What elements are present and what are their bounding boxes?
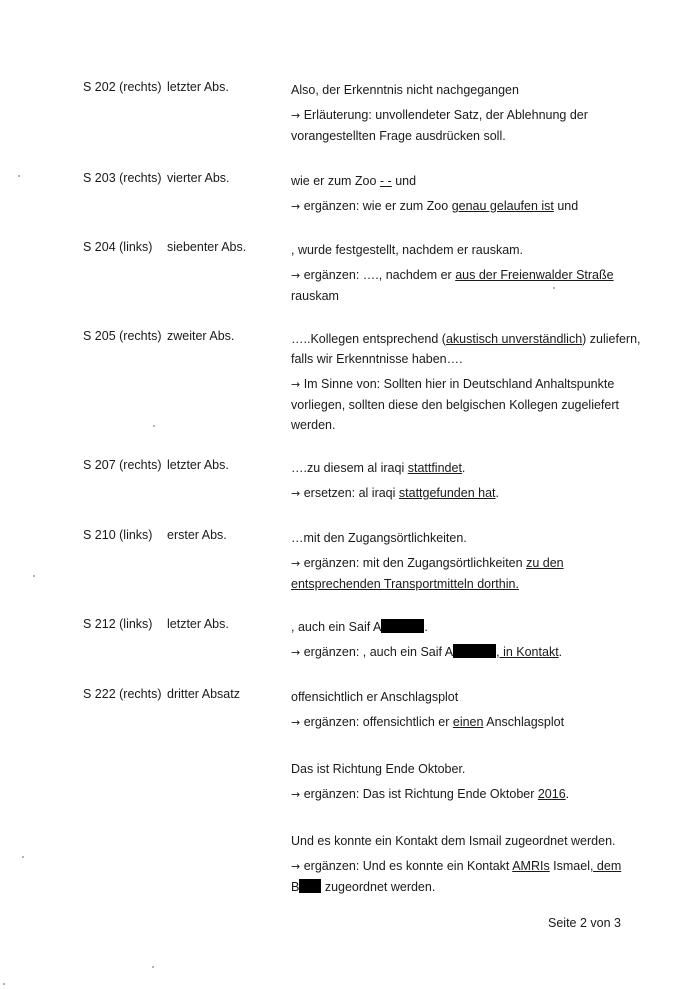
correction-text-end: . (495, 486, 499, 500)
correction-text: ergänzen: , auch ein Saif A (303, 645, 454, 659)
correction (291, 483, 621, 504)
correction-underlined: 2016 (537, 787, 566, 801)
correction (291, 196, 621, 217)
entry-content (291, 528, 621, 594)
original-quote (291, 617, 621, 637)
entry-content (291, 687, 621, 897)
correction-underlined: zu den (526, 556, 564, 570)
entry-content (291, 458, 621, 504)
correction-text: ergänzen: Und es konnte ein Kontakt (303, 859, 513, 873)
scan-speck (152, 966, 154, 968)
original-quote: , wurde festgestellt, nachdem er rauskam. (291, 243, 524, 257)
arrow-right-icon: → (291, 109, 301, 122)
correction-underlined: , dem (589, 859, 622, 873)
correction-text-end: zugeordnet werden. (321, 880, 436, 894)
correction-continued: rauskam (291, 289, 339, 303)
correction (291, 553, 621, 574)
correction-continued: vorliegen, sollten diese den belgischen Kollegen zugeliefert (291, 398, 619, 412)
quote-underlined: stattfindet (407, 461, 462, 475)
arrow-right-icon: → (291, 788, 301, 801)
original-quote: …mit den Zugangsörtlichkeiten. (291, 531, 467, 545)
arrow-right-icon: → (291, 378, 301, 391)
correction-underlined: aus der Freienwalder Straße (455, 268, 614, 282)
quote-underlined: akustisch unverständlich (445, 332, 583, 346)
redaction-bar (381, 619, 424, 633)
scan-speck (33, 575, 35, 577)
correction-continued: werden. (291, 418, 336, 432)
page-reference: S 204 (links) (83, 240, 153, 254)
correction (291, 642, 621, 663)
original-quote-2: Das ist Richtung Ende Oktober. (291, 762, 466, 776)
paragraph-location: erster Abs. (167, 528, 227, 542)
correction-continued (291, 574, 621, 594)
page-reference: S 222 (rechts) (83, 687, 162, 701)
entry-content (291, 617, 621, 663)
quote-text: …..Kollegen entsprechend ( (291, 332, 446, 346)
arrow-right-icon: → (291, 269, 301, 282)
correction-text: Ismael (549, 859, 590, 873)
arrow-right-icon: → (291, 716, 301, 729)
paragraph-location: vierter Abs. (167, 171, 230, 185)
paragraph-location: letzter Abs. (167, 80, 229, 94)
paragraph-location: letzter Abs. (167, 458, 229, 472)
correction-underlined-continued: entsprechenden Transportmitteln dorthin. (291, 577, 519, 591)
correction (291, 374, 621, 395)
entry-content (291, 240, 621, 306)
correction-text: ergänzen: offensichtlich er (303, 715, 453, 729)
quote-text: wie er zum Zoo (291, 174, 380, 188)
quote-text: , auch ein Saif A (291, 620, 382, 634)
scan-speck (553, 287, 555, 289)
scan-speck (3, 983, 5, 985)
quote-text-end: ) zuliefern, (582, 332, 641, 346)
correction-underlined: AMRIs (512, 859, 550, 873)
correction-3 (291, 856, 621, 877)
correction (291, 105, 621, 126)
original-quote: offensichtlich er Anschlagsplot (291, 690, 459, 704)
quote-text-end: und (391, 174, 417, 188)
scan-speck (22, 856, 24, 858)
correction-text-end: . (565, 787, 570, 801)
arrow-right-icon: → (291, 860, 301, 873)
entry-content (291, 171, 621, 217)
redaction-bar (299, 879, 321, 893)
page-reference: S 210 (links) (83, 528, 153, 542)
page-reference: S 212 (links) (83, 617, 153, 631)
correction-underlined: genau gelaufen ist (451, 199, 554, 213)
scan-speck (18, 175, 20, 177)
arrow-right-icon: → (291, 646, 301, 659)
arrow-right-icon: → (291, 487, 301, 500)
quote-text-end: . (424, 620, 428, 634)
correction-underlined: einen (452, 715, 484, 729)
original-quote-continued: falls wir Erkenntnisse haben…. (291, 352, 463, 366)
page-reference: S 202 (rechts) (83, 80, 162, 94)
correction-underlined: stattgefunden hat (398, 486, 496, 500)
correction-text-end: und (553, 199, 579, 213)
correction (291, 712, 621, 733)
paragraph-location: zweiter Abs. (167, 329, 235, 343)
correction-text: ergänzen: Das ist Richtung Ende Oktober (303, 787, 538, 801)
original-quote (291, 329, 641, 349)
page-reference: S 207 (rechts) (83, 458, 162, 472)
original-quote (291, 458, 621, 478)
quote-underlined: - - (379, 174, 392, 188)
original-quote-3: Und es konnte ein Kontakt dem Ismail zugeordnet werden. (291, 834, 616, 848)
correction-text-end: Anschlagsplot (483, 715, 565, 729)
correction (291, 265, 621, 286)
paragraph-location: letzter Abs. (167, 617, 229, 631)
correction-underlined: , in Kontakt (496, 645, 559, 659)
scan-speck (153, 425, 155, 427)
correction-3-continued (291, 877, 621, 897)
original-quote (291, 171, 621, 191)
paragraph-location: dritter Absatz (167, 687, 240, 701)
entry-content (291, 329, 641, 435)
correction-continued: vorangestellten Frage ausdrücken soll. (291, 129, 506, 143)
page-reference: S 203 (rechts) (83, 171, 162, 185)
arrow-right-icon: → (291, 557, 301, 570)
redaction-bar (453, 644, 496, 658)
correction-text-end: . (558, 645, 563, 659)
correction-text: Erläuterung: unvollendeter Satz, der Ablehnung der (303, 108, 588, 122)
paragraph-location: siebenter Abs. (167, 240, 247, 254)
correction-text: B (291, 880, 300, 894)
correction-text: ergänzen: …., nachdem er (303, 268, 456, 282)
entry-content (291, 80, 621, 146)
original-quote: Also, der Erkenntnis nicht nachgegangen (291, 83, 519, 97)
correction-text: Im Sinne von: Sollten hier in Deutschland Anhaltspunkte (303, 377, 615, 391)
page-reference: S 205 (rechts) (83, 329, 162, 343)
quote-text-end: . (461, 461, 466, 475)
arrow-right-icon: → (291, 200, 301, 213)
correction-text: ergänzen: mit den Zugangsörtlichkeiten (303, 556, 527, 570)
page-number: Seite 2 von 3 (548, 916, 621, 930)
correction-text: ergänzen: wie er zum Zoo (303, 199, 452, 213)
correction-text: ersetzen: al iraqi (303, 486, 399, 500)
quote-text: ….zu diesem al iraqi (291, 461, 408, 475)
correction-2 (291, 784, 621, 805)
